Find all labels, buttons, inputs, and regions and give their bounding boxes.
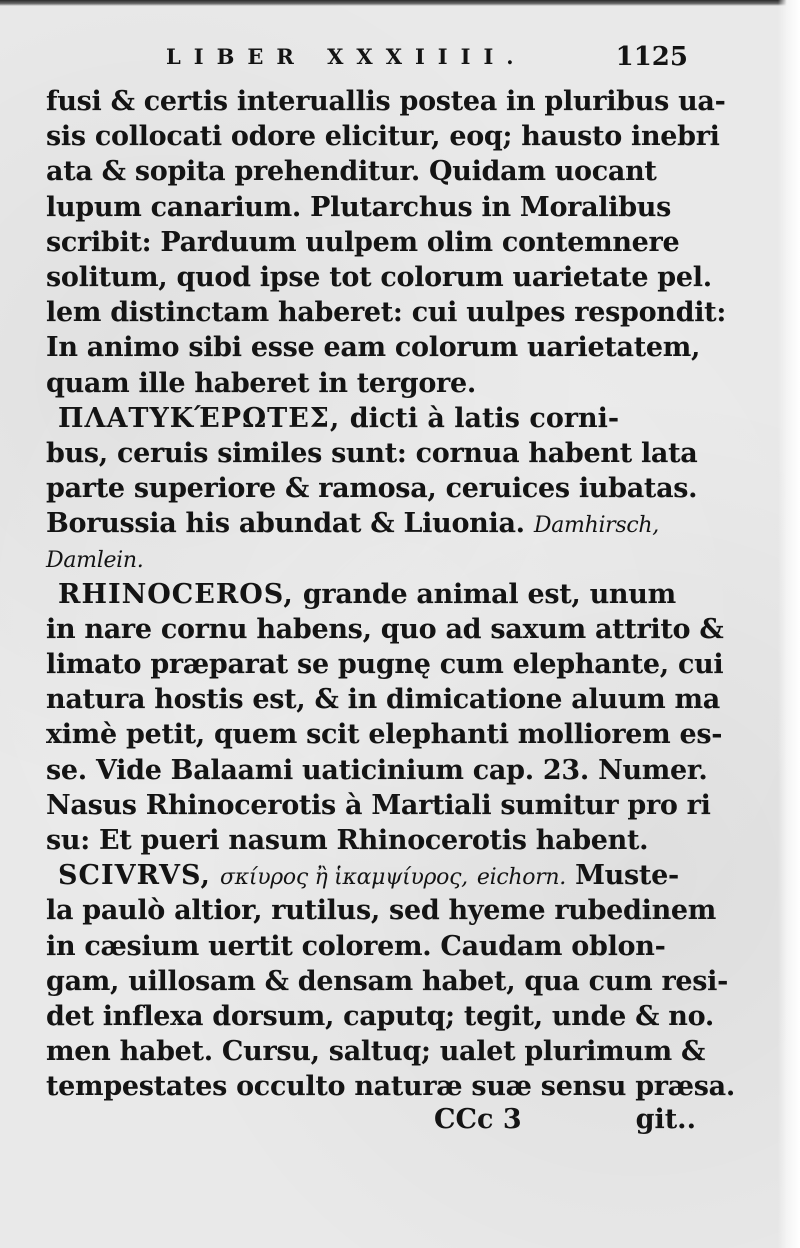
text-segment: dicti à latis corni- <box>340 402 620 434</box>
vernacular-name: Damhirsch, <box>533 513 659 539</box>
text-line: det inflexa dorsum, caputq; tegit, unde & no. <box>46 1000 714 1032</box>
page-right-margin <box>778 0 800 1248</box>
text-line: men habet. Cursu, saltuq; ualet plurimum & <box>46 1036 706 1068</box>
greek-names: σκίυρος ἢ ἱκαμψίυρος, <box>220 865 468 891</box>
text-segment: Borussia his abundat & Liuonia. <box>46 508 525 540</box>
text-line: solitum, quod ipse tot colorum uarietate pel. <box>46 261 712 293</box>
text-segment: Muste- <box>566 860 679 892</box>
catchword: git.. <box>635 1104 696 1136</box>
running-title: LIBER XXXIIII. <box>166 44 527 69</box>
paragraph-sciurus <box>46 858 735 1104</box>
text-line: bus, ceruis similes sunt: cornua habent lata <box>46 437 698 469</box>
paragraph-rhinoceros <box>46 577 724 859</box>
text-line: Nasus Rhinocerotis à Martiali sumitur pro ri <box>46 789 711 821</box>
text-line: la paulò altior, rutilus, sed hyeme rubedinem <box>46 895 717 927</box>
paragraph-platycerotes <box>46 401 696 577</box>
entry-heading: SCIVRVS, <box>58 860 211 892</box>
page-top-shadow <box>0 0 800 6</box>
text-line: In animo sibi esse eam colorum uarietatem, <box>46 332 701 364</box>
text-line: se. Vide Balaami uaticinium cap. 23. Numer. <box>46 754 708 786</box>
text-line: lem distinctam haberet: cui uulpes respondit: <box>46 297 726 329</box>
text-line: in cæsium uertit colorem. Caudam oblon- <box>46 930 666 962</box>
signature-mark: CCc 3 <box>434 1104 522 1136</box>
text-line: su: Et pueri nasum Rhinocerotis habent. <box>46 824 649 856</box>
text-line <box>46 541 696 576</box>
entry-heading: RHINOCEROS, <box>58 578 294 610</box>
page-number: 1125 <box>615 42 688 72</box>
paragraph-fox <box>46 84 726 401</box>
text-line: ximè petit, quem scit elephanti molliorem es- <box>46 719 723 751</box>
text-line: gam, uillosam & densam habet, qua cum resi- <box>46 965 729 997</box>
text-line: ata & sopita prehenditur. Quidam uocant <box>46 156 657 188</box>
running-head <box>46 38 696 84</box>
text-line: natura hostis est, & in dimicatione aluum ma <box>46 684 720 716</box>
text-line: sis collocati odore elicitur, eoq; hausto inebri <box>46 121 720 153</box>
text-line <box>46 858 696 893</box>
text-line <box>46 577 696 612</box>
text-line: scribit: Parduum uulpem olim contemnere <box>46 226 680 258</box>
text-line: in nare cornu habens, quo ad saxum attrito & <box>46 613 724 645</box>
text-line <box>46 401 696 436</box>
footer-line <box>46 1104 696 1140</box>
text-line: lupum canarium. Plutarchus in Moralibus <box>46 191 672 223</box>
text-line: tempestates occulto naturæ suæ sensu præsa. <box>46 1071 735 1103</box>
text-line: limato præparat se pugnę cum elephante, cui <box>46 649 724 680</box>
text-line <box>46 506 696 541</box>
text-block <box>46 38 735 1140</box>
text-line: quam ille haberet in tergore. <box>46 367 476 399</box>
vernacular-name: eichorn. <box>476 865 566 891</box>
text-segment: grande animal est, unum <box>293 578 676 610</box>
entry-heading-greek: ΠΛΑΤΥΚΈΡΩΤΕΣ, <box>58 402 341 434</box>
vernacular-name: Damlein. <box>46 548 144 574</box>
text-line: parte superiore & ramosa, ceruices iubatas. <box>46 473 698 505</box>
text-line: fusi & certis interuallis postea in pluribus ua- <box>46 86 726 117</box>
